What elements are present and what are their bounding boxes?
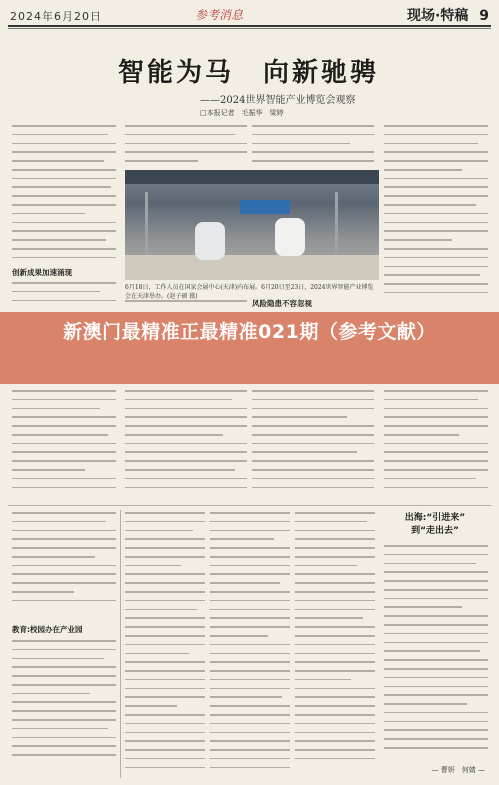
author-signature: — 曹妍 何婧 — <box>431 766 485 774</box>
bottom-left-text-2 <box>12 640 116 778</box>
header-date: 2024年6月20日 <box>10 10 102 23</box>
mid-column-text-top-2 <box>252 125 374 167</box>
left-column-text <box>12 125 116 265</box>
mid-text-row <box>125 300 247 312</box>
bottom-col-3 <box>210 512 290 778</box>
bottom-col-2 <box>125 512 205 778</box>
article-byline: □本报记者 毛振华 梁婷 <box>200 109 284 117</box>
header-section <box>407 5 489 25</box>
left-subhead <box>12 265 116 280</box>
expo-photo <box>125 170 379 280</box>
box-title-line1: 出海:“引进来” <box>404 513 466 523</box>
subhead-education: 教育:校园办在产业园 <box>12 625 83 634</box>
mid-column-text-3 <box>125 390 247 500</box>
header-rule-thin <box>8 28 491 29</box>
article-title: 智能为马 向新驰骋 <box>118 58 380 88</box>
section-divider <box>8 505 491 506</box>
bottom-right-text <box>384 545 488 765</box>
header-rule <box>8 25 491 27</box>
box-title-line2: 到“走出去” <box>411 526 459 536</box>
mid-subhead-area <box>252 296 374 311</box>
left-column-text-2 <box>12 282 116 312</box>
bottom-left-subhead-area <box>12 622 116 637</box>
bottom-left-text <box>12 512 116 617</box>
left-column-text-3 <box>12 390 116 500</box>
subhead-risk: 风险隐患不容忽视 <box>252 299 312 308</box>
mid-column-text-top <box>125 125 247 167</box>
photo-caption: 6月18日，工作人员在国家会展中心(天津)内布展。6月20日至23日，2024世界智能产业博览会在天津举办。(赵子硕 摄) <box>125 284 374 300</box>
column-rule-1 <box>120 510 121 778</box>
section-name: 现场·特稿 <box>407 8 469 24</box>
article-subtitle: ——2024世界智能产业博览会观察 <box>200 95 356 106</box>
overlay-text: 新澳门最精准正最精准021期（参考文献） <box>63 321 436 343</box>
bottom-col-4 <box>295 512 375 778</box>
right-column-text <box>384 125 488 310</box>
right-column-text-2 <box>384 390 488 500</box>
newspaper-logo: 参考消息 <box>195 8 244 22</box>
page-number: 9 <box>479 8 489 24</box>
subhead-innovation: 创新成果加速涌现 <box>12 268 72 277</box>
mid-column-text-4 <box>252 390 374 500</box>
sidebar-box-title <box>385 512 485 538</box>
